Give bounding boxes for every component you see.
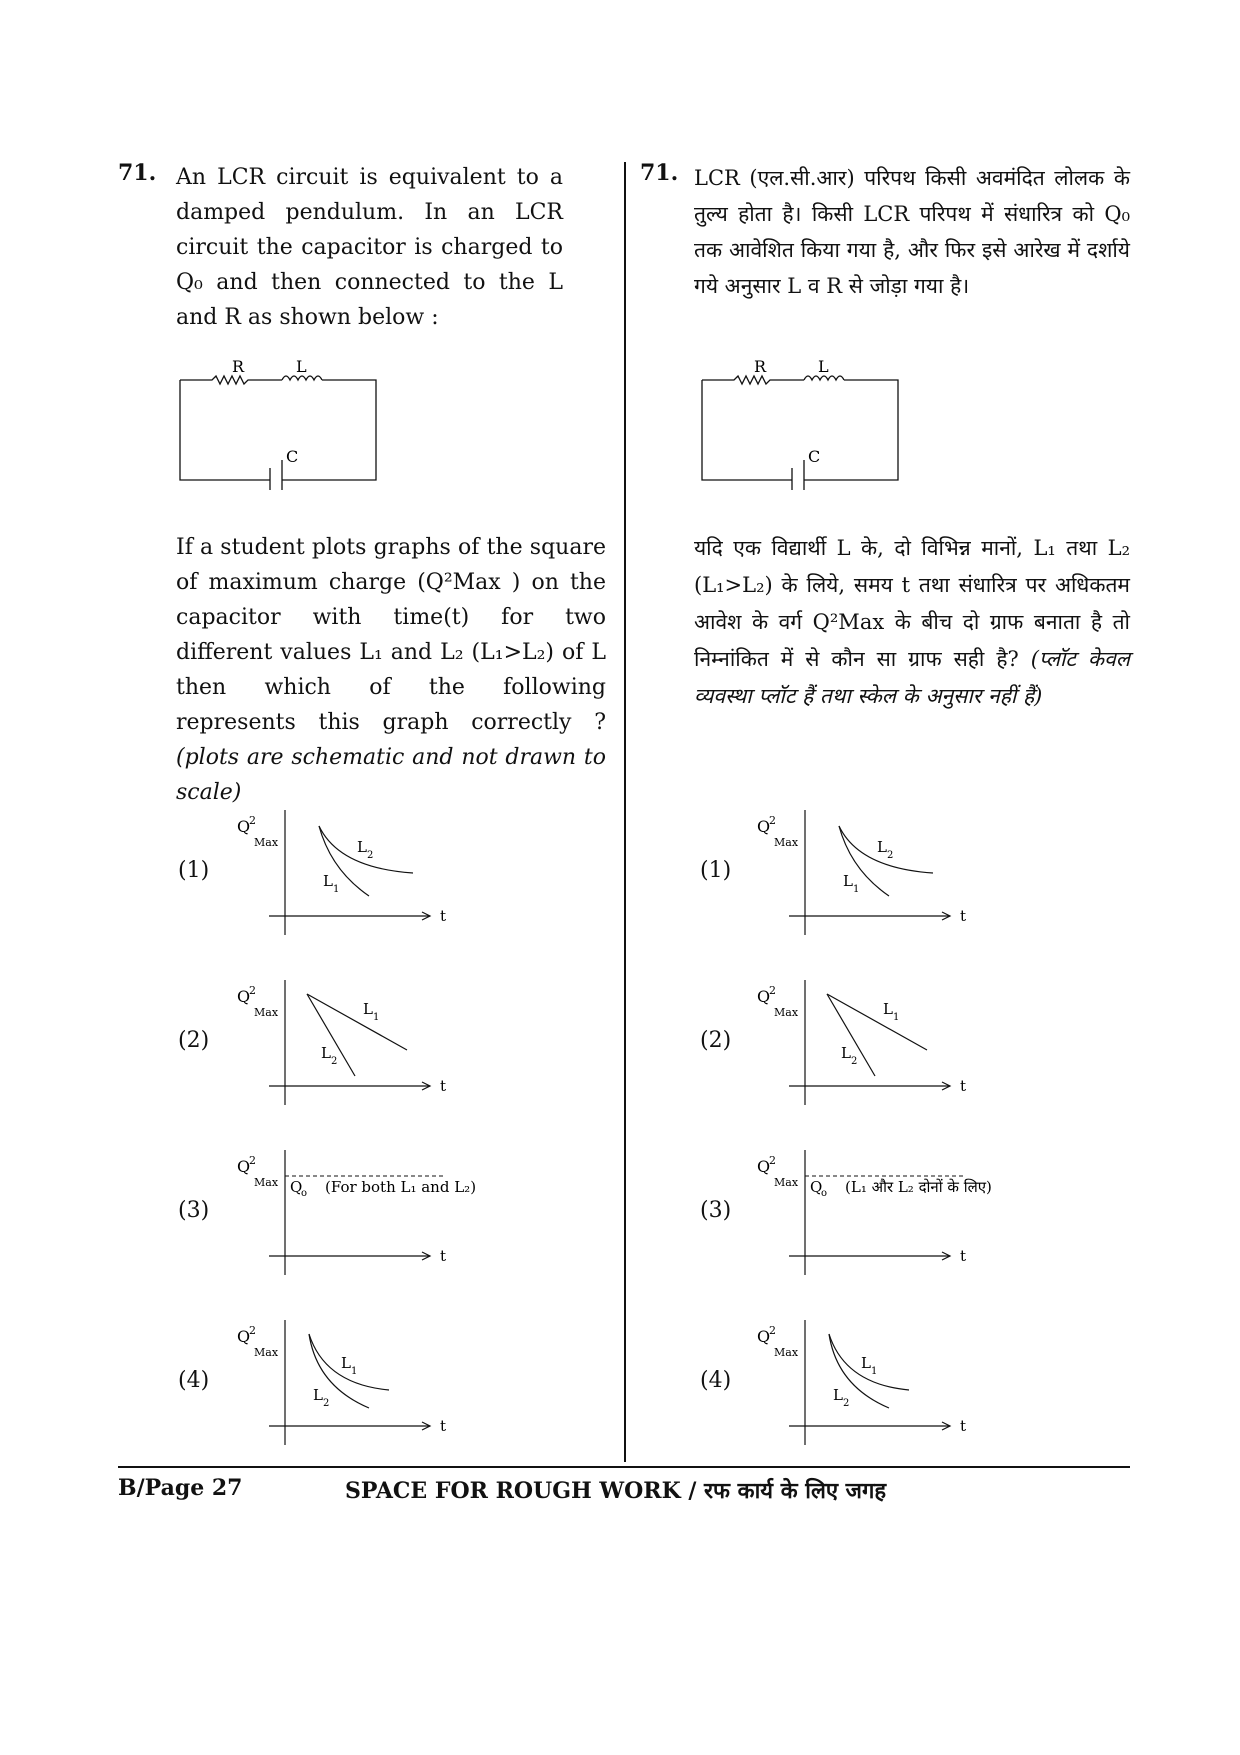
svg-text:2: 2 <box>249 1324 256 1337</box>
svg-text:Q: Q <box>237 987 251 1006</box>
option-3-note-en: (For both L₁ and L₂) <box>325 1178 477 1196</box>
option-2-graph-en <box>235 980 465 1110</box>
svg-text:L: L <box>357 838 367 856</box>
svg-text:1: 1 <box>373 1012 380 1023</box>
svg-text:Q: Q <box>290 1178 303 1196</box>
svg-text:Max: Max <box>774 836 799 849</box>
svg-text:C: C <box>808 447 821 466</box>
page-number: B/Page 27 <box>118 1475 243 1501</box>
svg-text:1: 1 <box>893 1012 900 1023</box>
svg-text:2: 2 <box>249 814 256 827</box>
svg-text:1: 1 <box>871 1366 878 1377</box>
svg-text:Q: Q <box>237 1157 251 1176</box>
option-3-graph-hi <box>755 1150 1045 1280</box>
svg-text:2: 2 <box>887 850 894 861</box>
svg-text:2: 2 <box>331 1056 338 1067</box>
svg-text:t: t <box>960 907 967 925</box>
question-intro-hi: LCR (एल.सी.आर) परिपथ किसी अवमंदित लोलक के तुल्य होता है। किसी LCR परिपथ में संधारित्र को Q₀ तक आवेशित किया गया है, और फिर इसे आरेख में दर्शाये गये अनुसार L व R से जोड़ा गया है। <box>694 166 1130 298</box>
question-body-en: If a student plots graphs of the square of maximum charge (Q²Max ) on the capacitor with time(t) for two different values L₁ and L₂ (L₁>L₂) of L then which of the following represents this graph correctly ? (plots are schematic and not drawn to scale) <box>176 535 606 805</box>
footer-rule <box>118 1466 1130 1468</box>
svg-text:L: L <box>341 1354 351 1372</box>
label-l: L <box>296 357 307 376</box>
svg-text:t: t <box>960 1077 967 1095</box>
question-number: 71. <box>118 160 157 186</box>
svg-text:1: 1 <box>853 884 860 895</box>
svg-text:t: t <box>440 1417 447 1435</box>
svg-text:Max: Max <box>254 1006 279 1019</box>
svg-text:L: L <box>818 357 829 376</box>
svg-text:Q: Q <box>757 987 771 1006</box>
svg-text:Q: Q <box>237 1327 251 1346</box>
rough-work-label: SPACE FOR ROUGH WORK / रफ कार्य के लिए जगह <box>345 1478 887 1504</box>
option-3-label-hi[interactable]: (3) <box>700 1198 732 1223</box>
column-divider <box>624 162 626 1462</box>
svg-text:L: L <box>363 1000 373 1018</box>
option-4-label-en[interactable]: (4) <box>178 1368 210 1393</box>
svg-text:Q: Q <box>757 1157 771 1176</box>
svg-text:t: t <box>960 1417 967 1435</box>
svg-text:L: L <box>833 1386 843 1404</box>
svg-text:L: L <box>313 1386 323 1404</box>
svg-text:Q: Q <box>810 1178 823 1196</box>
option-3-graph-en <box>235 1150 525 1280</box>
lcr-circuit-diagram-en <box>178 350 388 490</box>
option-4-graph-en <box>235 1320 465 1450</box>
option-3-label-en[interactable]: (3) <box>178 1198 210 1223</box>
svg-text:R: R <box>754 357 767 376</box>
svg-text:Max: Max <box>774 1176 799 1189</box>
svg-text:L: L <box>883 1000 893 1018</box>
option-4-graph-hi <box>755 1320 985 1450</box>
svg-text:L: L <box>841 1044 851 1062</box>
svg-text:L: L <box>323 872 333 890</box>
lcr-circuit-diagram-hi <box>700 350 910 490</box>
svg-text:Q: Q <box>237 817 251 836</box>
svg-text:2: 2 <box>769 984 776 997</box>
question-intro-en: An LCR circuit is equivalent to a damped pendulum. In an LCR circuit the capacitor is charged to Q₀ and then connected to the L and R as shown below : <box>176 165 563 330</box>
label-c: C <box>286 447 299 466</box>
english-column <box>118 160 606 805</box>
svg-text:Q: Q <box>757 1327 771 1346</box>
option-2-label-en[interactable]: (2) <box>178 1028 210 1053</box>
option-1-graph-en <box>235 810 465 940</box>
svg-text:2: 2 <box>843 1398 850 1409</box>
svg-text:o: o <box>821 1188 828 1199</box>
svg-text:t: t <box>440 1077 447 1095</box>
svg-text:t: t <box>440 1247 447 1265</box>
svg-text:t: t <box>960 1247 967 1265</box>
svg-text:1: 1 <box>351 1366 358 1377</box>
option-4-label-hi[interactable]: (4) <box>700 1368 732 1393</box>
svg-text:Max: Max <box>774 1006 799 1019</box>
svg-text:2: 2 <box>249 1154 256 1167</box>
svg-text:o: o <box>301 1188 308 1199</box>
option-1-label-hi[interactable]: (1) <box>700 858 732 883</box>
svg-text:Max: Max <box>254 836 279 849</box>
hindi-column <box>640 160 1130 708</box>
svg-text:2: 2 <box>367 850 374 861</box>
label-r: R <box>232 357 245 376</box>
option-2-label-hi[interactable]: (2) <box>700 1028 732 1053</box>
svg-text:2: 2 <box>851 1056 858 1067</box>
svg-text:2: 2 <box>249 984 256 997</box>
svg-text:Max: Max <box>254 1176 279 1189</box>
svg-text:2: 2 <box>323 1398 330 1409</box>
question-number-hi: 71. <box>640 160 679 186</box>
svg-text:2: 2 <box>769 1154 776 1167</box>
svg-text:L: L <box>877 838 887 856</box>
svg-text:2: 2 <box>769 814 776 827</box>
svg-text:L: L <box>861 1354 871 1372</box>
svg-text:L: L <box>321 1044 331 1062</box>
svg-text:L: L <box>843 872 853 890</box>
option-3-note-hi: (L₁ और L₂ दोनों के लिए) <box>845 1178 992 1196</box>
svg-text:2: 2 <box>769 1324 776 1337</box>
option-2-graph-hi <box>755 980 985 1110</box>
option-1-label-en[interactable]: (1) <box>178 858 210 883</box>
svg-text:Max: Max <box>254 1346 279 1359</box>
svg-text:t: t <box>440 907 447 925</box>
svg-text:Q: Q <box>757 817 771 836</box>
option-1-graph-hi <box>755 810 985 940</box>
svg-text:1: 1 <box>333 884 340 895</box>
svg-text:Max: Max <box>774 1346 799 1359</box>
question-body-hi: यदि एक विद्यार्थी L के, दो विभिन्न मानों, L₁ तथा L₂ (L₁>L₂) के लिये, समय t तथा संधारित्र पर अधिकतम आवेश के वर्ग Q²Max के बीच दो ग्राफ बनाता है तो निम्नांकित में से कौन सा ग्राफ सही है? (प्लॉट केवल व्यवस्था प्लॉट हैं तथा स्केल के अनुसार नहीं हैं) <box>694 536 1130 708</box>
